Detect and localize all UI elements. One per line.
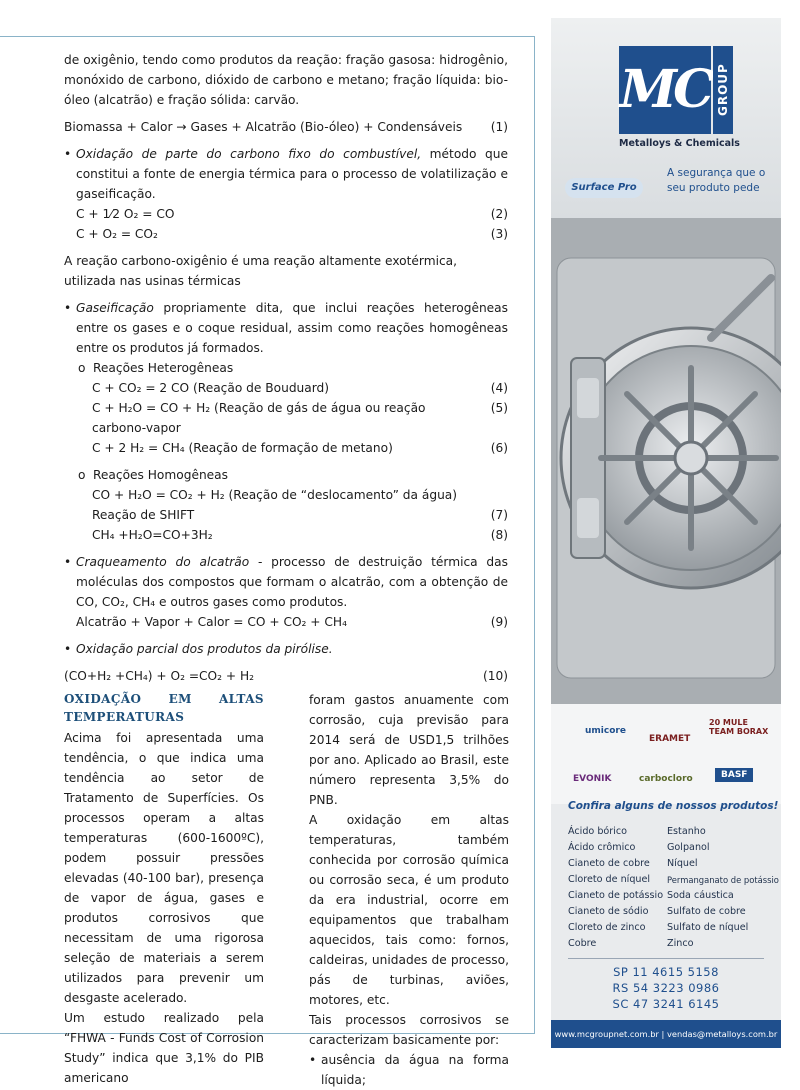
brand-logos: [551, 704, 781, 804]
product-item: Permanganato de potássio: [667, 875, 779, 885]
product-item: Níquel: [667, 858, 698, 869]
carbocloro-logo: carbocloro: [639, 774, 693, 784]
equation-8: CH₄ +H₂O=CO+3H₂ (8): [92, 528, 508, 542]
product-item: Cianeto de potássio: [568, 890, 664, 901]
umicore-logo: umicore: [585, 726, 626, 736]
metalloys-label: Metalloys & Chemicals: [619, 138, 740, 149]
phone-rs: RS 54 3223 0986: [612, 981, 720, 995]
equation-1: Biomassa + Calor → Gases + Alcatrão (Bio-óleo) + Condensáveis (1): [64, 120, 508, 134]
column-left: [64, 690, 264, 1088]
equation-4: C + CO₂ = 2 CO (Reação de Bouduard) (4): [92, 381, 508, 395]
ad-tagline: A segurança que o seu produto pede: [667, 167, 766, 194]
bullet-dot: •: [64, 642, 72, 656]
ad-footer-contacts[interactable]: www.mcgroupnet.com.br | vendas@metalloys.com.br: [551, 1020, 781, 1048]
col1-paragraph-2: Um estudo realizado pela “FHWA - Funds Cost of Corrosion Study” indica que 3,1% do PIB americano: [64, 1011, 264, 1085]
bullet-craqueamento: • Craqueamento do alcatrão - processo de destruição térmica das moléculas dos compostos que formam o alcatrão, com a obtenção de CO, CO₂, CH₄ e outros gases como produtos.: [64, 552, 508, 612]
product-item: Cobre: [568, 938, 597, 949]
col2-bullet: • ausência da água na forma líquida;: [309, 1050, 509, 1090]
evonik-logo: EVONIK: [573, 774, 612, 784]
group-logo-text: GROUP: [713, 46, 733, 134]
product-item: Cianeto de sódio: [568, 906, 649, 917]
phone-sc: SC 47 3241 6145: [612, 997, 720, 1011]
col2-paragraph-3: Tais processos corrosivos se caracterizam basicamente por:: [309, 1013, 509, 1047]
intro-paragraph: de oxigênio, tendo como produtos da reação: fração gasosa: hidrogênio, monóxido de carbono, dióxido de carbono e metano; fração líquida: bio-óleo (alcatrão) e fração sólida: carvão.: [64, 53, 508, 107]
mc-logo: MC: [619, 46, 711, 134]
bullet-dot: •: [64, 555, 72, 569]
ad-divider: [568, 958, 764, 959]
products-list-right: [667, 824, 779, 952]
product-item: Cloreto de zinco: [568, 922, 646, 933]
product-item: Ácido bórico: [568, 826, 628, 837]
equation-5: C + H₂O = CO + H₂ (Reação de gás de água ou reação carbono-vapor (5): [92, 401, 508, 435]
hetero-title: o Reações Heterogêneas: [78, 361, 234, 375]
homo-title: o Reações Homogêneas: [78, 468, 228, 482]
equation-6: C + 2 H₂ = CH₄ (Reação de formação de metano) (6): [92, 441, 508, 455]
equation-7: Reação de SHIFT (7): [92, 508, 508, 522]
equation-3: C + O₂ = CO₂ (3): [76, 227, 508, 241]
equation-9: Alcatrão + Vapor + Calor = CO + CO₂ + CH₄ (9): [76, 615, 508, 629]
phone-numbers: [551, 964, 781, 1012]
product-item: Cianeto de cobre: [568, 858, 650, 869]
product-item: Estanho: [667, 826, 706, 837]
product-item: Sulfato de cobre: [667, 906, 746, 917]
col2-paragraph-2: A oxidação em altas temperaturas, também conhecida por corrosão química ou corrosão seca, é um produto da era industrial, ocorre em equipamentos que trabalham aquecidos, tais como: fornos, caldeiras, unidades de processo, pás de turbinas, aviões, motores, etc.: [309, 813, 509, 1007]
bullet-dot: •: [64, 147, 72, 161]
bullet-gaseificacao: • Gaseificação propriamente dita, que inclui reações heterogêneas entre os gases e o coque residual, assim como reações homogêneas entre os produtos já formados.: [64, 298, 508, 358]
products-list-left: [568, 824, 663, 952]
product-item: Ácido crômico: [568, 842, 636, 853]
product-item: Cloreto de níquel: [568, 874, 651, 885]
product-item: Soda cáustica: [667, 890, 734, 901]
column-right: [309, 690, 509, 1090]
bullet-pirolise: • Oxidação parcial dos produtos da pirólise.: [64, 639, 508, 659]
product-item: Sulfato de níquel: [667, 922, 749, 933]
equation-10: (CO+H₂ +CH₄) + O₂ =CO₂ + H₂ (10): [64, 669, 508, 683]
section-heading: OXIDAÇÃO EM ALTAS TEMPERATURAS: [64, 692, 264, 724]
borax-logo: 20 MULE TEAM BORAX: [709, 718, 769, 736]
mc-group-ad[interactable]: [551, 18, 781, 1048]
article-body: [64, 50, 508, 686]
eramet-logo: ERAMET: [649, 734, 691, 744]
phone-sp: SP 11 4615 5158: [613, 965, 719, 979]
bullet-dot: •: [309, 1053, 317, 1067]
vault-door-icon: [551, 218, 781, 704]
paragraph-2: A reação carbono-oxigênio é uma reação altamente exotérmica, utilizada nas usinas térmicas: [64, 254, 457, 288]
col2-paragraph-1: foram gastos anuamente com corrosão, cuja previsão para 2014 será de USD1,5 trilhões por ano. Aplicado ao Brasil, este número representa 3,5% do PNB.: [309, 693, 509, 807]
bullet-dot: •: [64, 301, 72, 315]
col1-paragraph-1: Acima foi apresentada uma tendência, o que indica uma tendência ao setor de Tratamento de Superfícies. Os processos operam a altas temperaturas (600-1600ºC), podem possuir pressões elevadas (40-100 bar), presença de vapor de água, gases e produtos corrosivos que necessitam de uma rigorosa seleção de materiais a serem utilizados para prevenir um desgaste acelerado.: [64, 731, 264, 1005]
equation-7a: CO + H₂O = CO₂ + H₂ (Reação de “deslocamento” da água): [92, 488, 458, 502]
equation-2: C + 1⁄2 O₂ = CO (2): [76, 207, 508, 221]
basf-logo: BASF: [715, 768, 753, 782]
surface-pro-logo: Surface Pro: [565, 178, 643, 198]
product-item: Zinco: [667, 938, 694, 949]
bullet-oxidacao: • Oxidação de parte do carbono fixo do combustível, método que constitui a fonte de energia térmica para o processo de volatilização e gaseificação.: [64, 144, 508, 204]
vault-image: [551, 218, 781, 704]
product-item: Golpanol: [667, 842, 710, 853]
products-title: Confira alguns de nossos produtos!: [568, 800, 779, 812]
